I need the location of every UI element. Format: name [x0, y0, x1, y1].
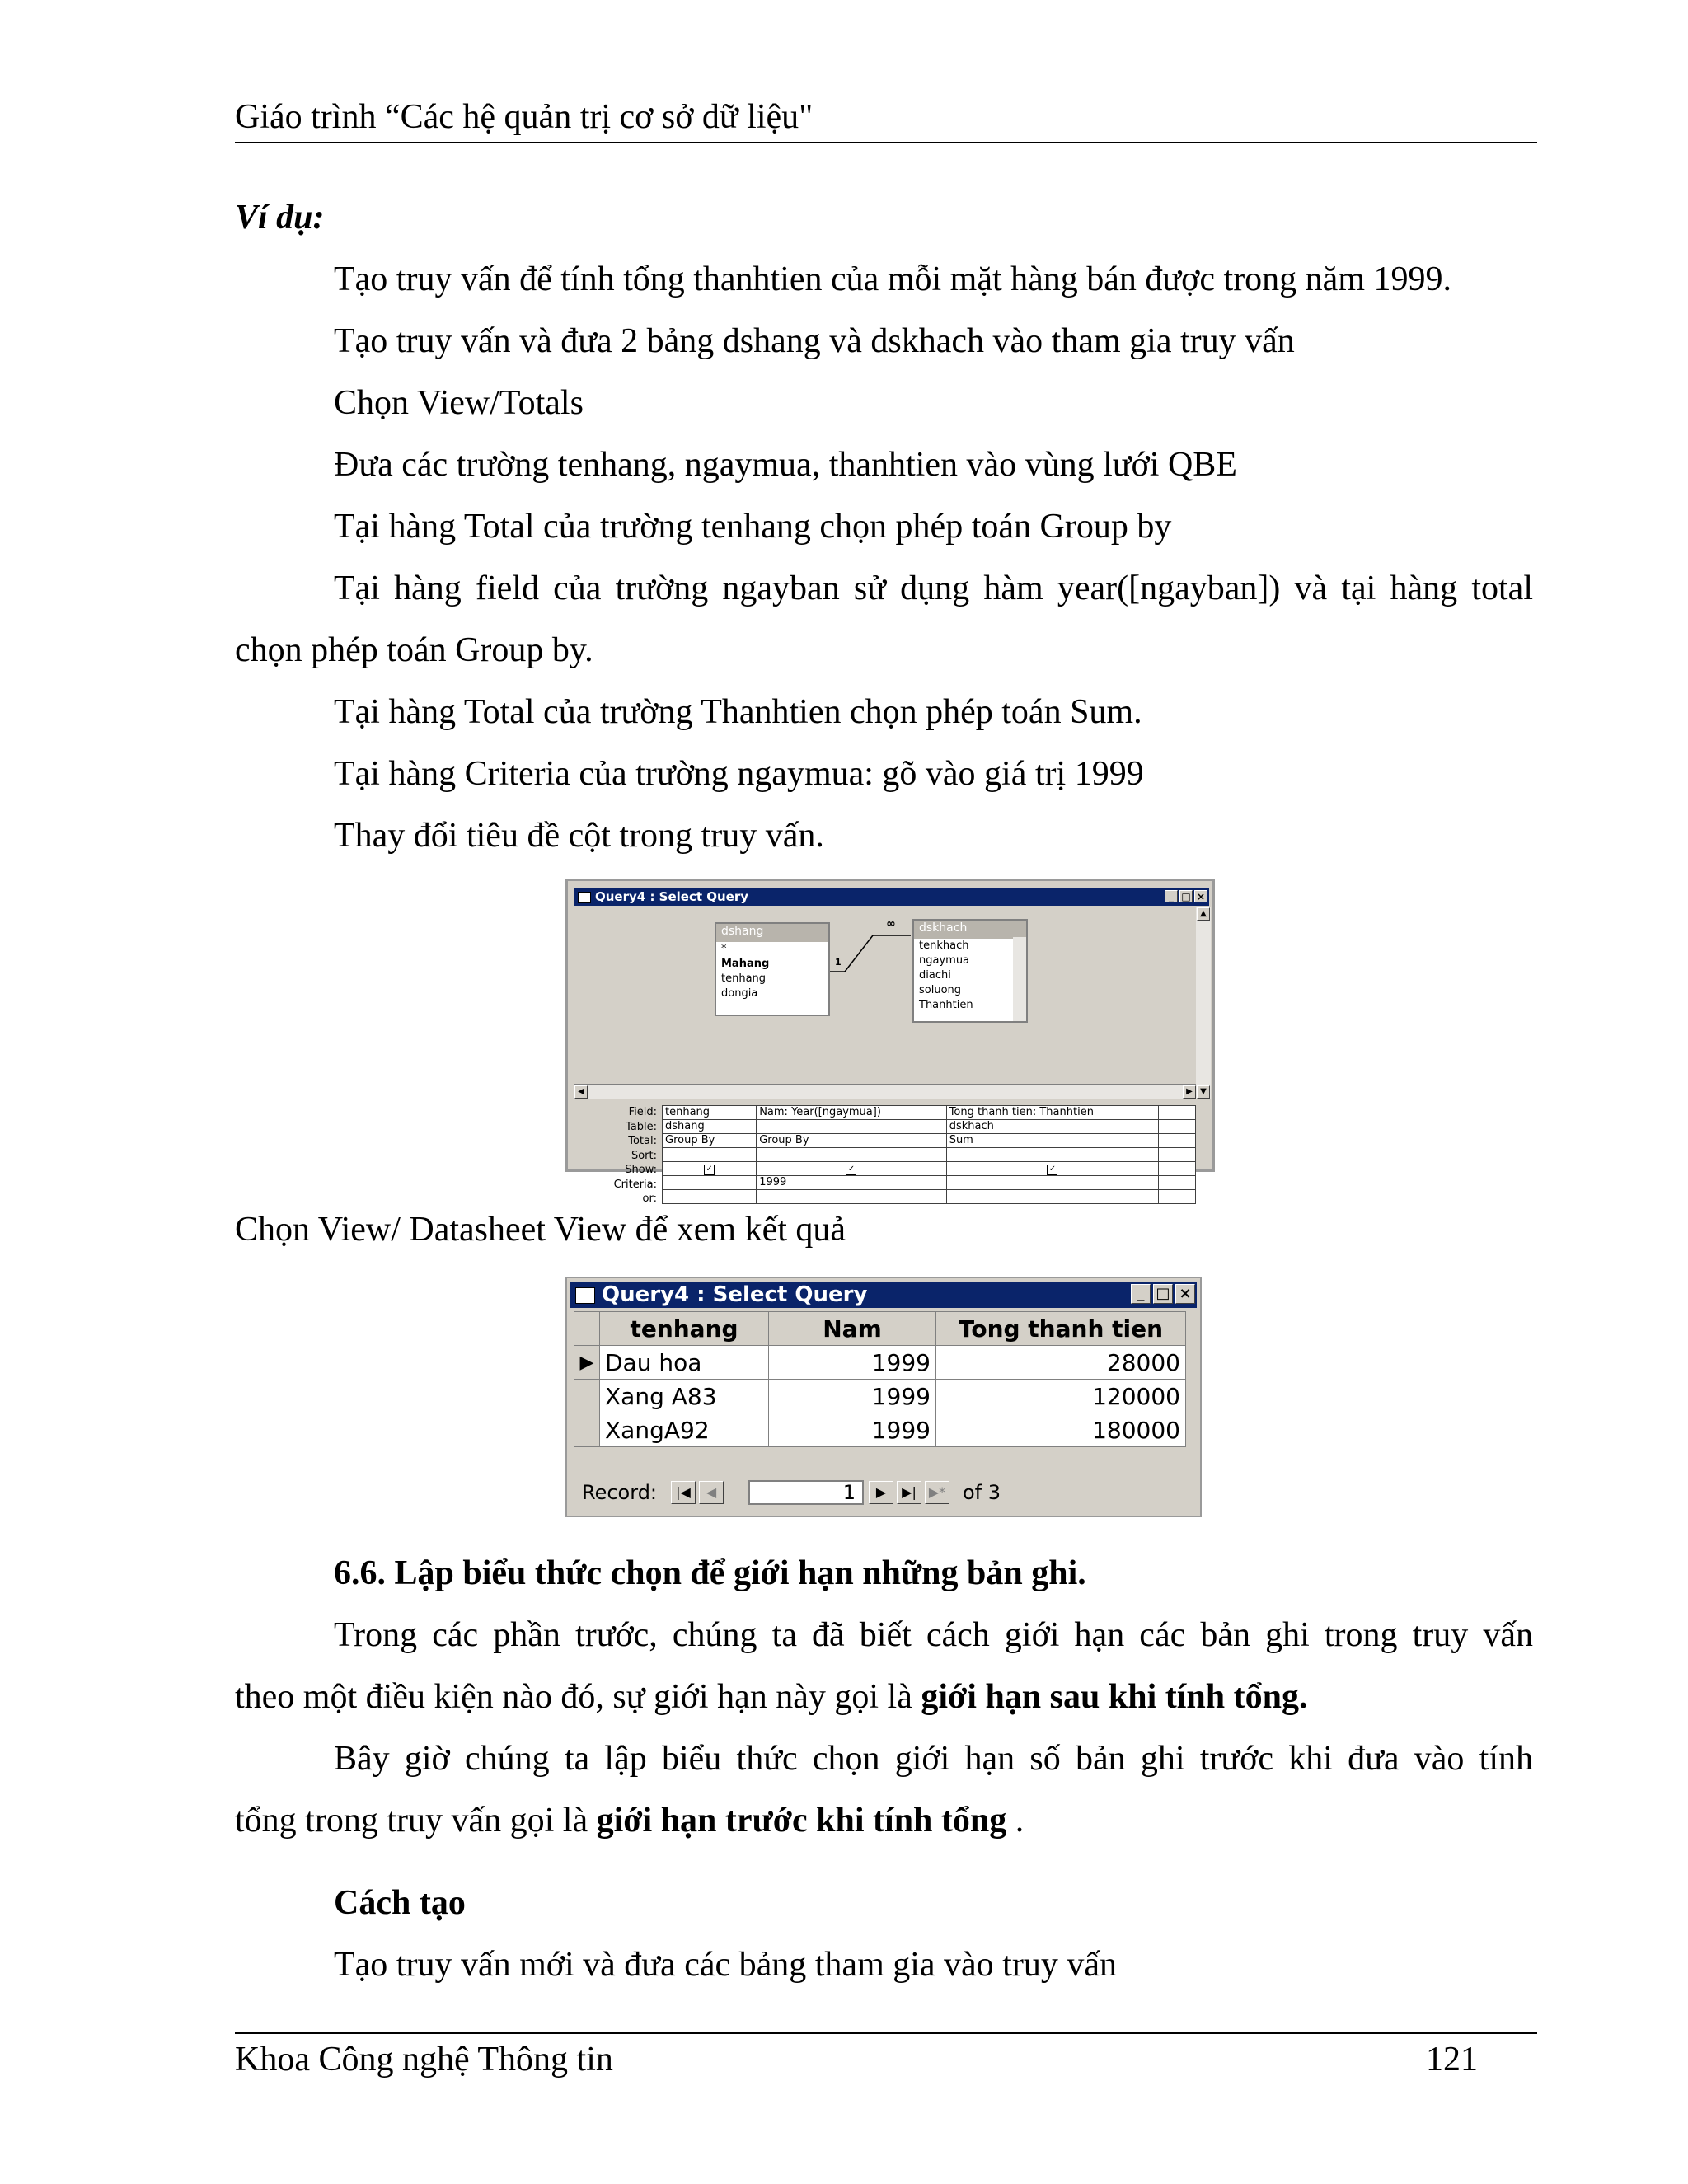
scroll-up-icon[interactable]: ▲ [1197, 907, 1210, 921]
paragraph-line-justified: Trong các phần trước, chúng ta đã biết cách giới hạn các bản ghi trong truy vấn [334, 1616, 1533, 1654]
previous-record-icon[interactable]: ◀ [699, 1481, 724, 1504]
table-row [574, 1346, 1186, 1380]
text-line: Chọn View/Totals [334, 384, 584, 422]
table-field[interactable]: tenkhach [919, 940, 969, 952]
column-header[interactable]: tenhang [600, 1312, 769, 1346]
page-number: 121 [1426, 2041, 1478, 2079]
scroll-left-icon[interactable]: ◀ [574, 1085, 588, 1099]
query-window-icon [575, 1287, 595, 1304]
text-line: Tạo truy vấn để tính tổng thanhtien của mỗi mặt hàng bán được trong năm 1999. [334, 260, 1451, 298]
cell-tenhang[interactable]: Dau hoa [600, 1346, 769, 1380]
table-pane [574, 907, 1196, 1082]
qbe-cell-empty[interactable] [1159, 1162, 1196, 1176]
cell-tong-thanh-tien[interactable]: 28000 [936, 1346, 1186, 1380]
qbe-table [662, 1105, 1196, 1204]
qbe-cell-field[interactable]: tenhang [663, 1106, 757, 1120]
upper-horizontal-scrollbar[interactable] [574, 1084, 1196, 1099]
cell-nam[interactable]: 1999 [769, 1380, 936, 1413]
qbe-cell-criteria[interactable] [663, 1176, 757, 1190]
qbe-cell-field[interactable]: Nam: Year([ngaymua]) [757, 1106, 946, 1120]
text-line: Thay đổi tiêu đề cột trong truy vấn. [334, 817, 824, 855]
qbe-cell-show[interactable] [663, 1162, 757, 1176]
qbe-cell-empty[interactable] [1159, 1134, 1196, 1148]
qbe-cell-table[interactable]: dskhach [946, 1120, 1159, 1134]
record-navigation-bar [574, 1476, 1197, 1509]
cell-nam[interactable]: 1999 [769, 1413, 936, 1447]
qbe-cell-empty[interactable] [1159, 1190, 1196, 1204]
qbe-cell-sort[interactable] [946, 1148, 1159, 1162]
row-label: Table: [626, 1120, 657, 1133]
text-line: chọn phép toán Group by. [235, 631, 593, 669]
header-rule [235, 142, 1537, 143]
column-header[interactable]: Tong thanh tien [936, 1312, 1186, 1346]
new-record-icon[interactable]: ▶* [925, 1481, 950, 1504]
text-line: Tạo truy vấn mới và đưa các bảng tham gia vào truy vấn [334, 1946, 1117, 1984]
table-field[interactable]: soluong [919, 984, 962, 996]
query-window-icon [578, 892, 591, 903]
last-record-icon[interactable]: ▶| [897, 1481, 921, 1504]
current-record-arrow-icon[interactable]: ▶ [574, 1346, 600, 1380]
record-count-label: of 3 [963, 1481, 1001, 1504]
query-design-title: Query4 : Select Query [595, 889, 749, 904]
table-field[interactable]: ngaymua [919, 954, 970, 967]
show-checkbox-checked-icon[interactable]: ✓ [1047, 1165, 1057, 1175]
scroll-down-icon[interactable]: ▼ [1197, 1085, 1210, 1099]
cell-tenhang[interactable]: XangA92 [600, 1413, 769, 1447]
qbe-cell-total[interactable]: Sum [946, 1134, 1159, 1148]
table-field[interactable]: dongia [721, 987, 758, 1000]
close-button[interactable]: × [1175, 1284, 1195, 1304]
table-box-title: dskhach [914, 921, 1026, 939]
datasheet-window [565, 1277, 1202, 1517]
qbe-cell-show[interactable] [946, 1162, 1159, 1176]
qbe-row-labels [574, 1105, 657, 1207]
row-label: Field: [628, 1106, 657, 1118]
table-box-dshang[interactable] [715, 922, 830, 1016]
relationship-line [830, 924, 912, 982]
cell-tong-thanh-tien[interactable]: 180000 [936, 1413, 1186, 1447]
row-label: or: [642, 1193, 657, 1205]
text-line: Tại hàng Criteria của trường ngaymua: gõ vào giá trị 1999 [334, 755, 1144, 793]
table-row [574, 1413, 1186, 1447]
datasheet-caption: Chọn View/ Datasheet View để xem kết quả [235, 1211, 846, 1249]
show-checkbox-checked-icon[interactable]: ✓ [846, 1165, 856, 1175]
paragraph-line [235, 1677, 1307, 1717]
qbe-cell-sort[interactable] [663, 1148, 757, 1162]
next-record-icon[interactable]: ▶ [869, 1481, 893, 1504]
footer-rule [235, 2032, 1537, 2034]
table-box-scrollbar[interactable] [1013, 937, 1026, 1021]
table-row [574, 1380, 1186, 1413]
datasheet-titlebar [570, 1282, 1197, 1308]
text-line-justified: Tại hàng field của trường ngayban sử dụng hàm year([ngayban]) và tại hàng total [334, 569, 1533, 607]
datasheet-table [574, 1311, 1186, 1447]
subsection-heading: Cách tạo [334, 1884, 466, 1922]
cell-nam[interactable]: 1999 [769, 1346, 936, 1380]
section-title: 6.6. Lập biểu thức chọn để giới hạn những bản ghi. [334, 1554, 1086, 1592]
current-record-input[interactable]: 1 [748, 1480, 864, 1505]
paragraph-line [235, 1801, 1024, 1840]
cell-tenhang[interactable]: Xang A83 [600, 1380, 769, 1413]
join-one-label: 1 [835, 957, 842, 968]
table-field[interactable]: Thanhtien [919, 999, 973, 1011]
upper-vertical-scrollbar[interactable] [1196, 907, 1211, 1099]
table-field[interactable]: tenhang [721, 972, 767, 985]
column-header[interactable]: Nam [769, 1312, 936, 1346]
close-button[interactable]: × [1194, 890, 1207, 902]
table-field-key[interactable]: Mahang [721, 958, 770, 970]
query-design-titlebar [574, 888, 1209, 906]
row-selector[interactable] [574, 1413, 600, 1447]
qbe-cell-or[interactable] [663, 1190, 757, 1204]
paragraph-line-justified: Bây giờ chúng ta lập biểu thức chọn giới hạn số bản ghi trước khi đưa vào tính [334, 1740, 1533, 1778]
qbe-cell-criteria[interactable]: 1999 [757, 1176, 946, 1190]
qbe-cell-empty[interactable] [1159, 1148, 1196, 1162]
query-design-window [565, 879, 1215, 1205]
paragraph-text: theo một điều kiện nào đó, sự giới hạn này gọi là [235, 1678, 921, 1716]
qbe-cell-empty[interactable] [1159, 1106, 1196, 1120]
qbe-cell-criteria[interactable] [946, 1176, 1159, 1190]
qbe-cell-or[interactable] [757, 1190, 946, 1204]
footer-left: Khoa Công nghệ Thông tin [235, 2041, 613, 2079]
bold-term: giới hạn trước khi tính tổng [596, 1802, 1007, 1840]
table-box-title: dshang [716, 924, 828, 942]
paragraph-text: tổng trong truy vấn gọi là [235, 1802, 597, 1840]
qbe-cell-show[interactable] [757, 1162, 946, 1176]
bold-term: giới hạn sau khi tính tổng. [921, 1678, 1308, 1716]
qbe-cell-sort[interactable] [757, 1148, 946, 1162]
table-field[interactable]: diachi [919, 969, 951, 982]
row-label: Total: [628, 1135, 657, 1147]
qbe-cell-total[interactable]: Group By [663, 1134, 757, 1148]
qbe-cell-total[interactable]: Group By [757, 1134, 946, 1148]
paragraph-text: . [1006, 1802, 1025, 1840]
table-box-dskhach[interactable] [912, 919, 1028, 1023]
first-record-icon[interactable]: |◀ [671, 1481, 696, 1504]
maximize-button[interactable]: □ [1153, 1284, 1173, 1304]
row-label: Sort: [631, 1149, 657, 1162]
text-line: Đưa các trường tenhang, ngaymua, thanhtien vào vùng lưới QBE [334, 446, 1237, 484]
qbe-cell-empty[interactable] [1159, 1176, 1196, 1190]
row-label: Criteria: [613, 1178, 657, 1191]
qbe-cell-empty[interactable] [1159, 1120, 1196, 1134]
cell-tong-thanh-tien[interactable]: 120000 [936, 1380, 1186, 1413]
page-header-title: Giáo trình “Các hệ quản trị cơ sở dữ liệu" [235, 98, 814, 136]
row-label: Show: [625, 1164, 657, 1176]
text-line: Tại hàng Total của trường Thanhtien chọn phép toán Sum. [334, 693, 1142, 731]
text-line: Tại hàng Total của trường tenhang chọn phép toán Group by [334, 508, 1172, 546]
qbe-grid [574, 1104, 1196, 1205]
datasheet-title: Query4 : Select Query [602, 1282, 868, 1307]
example-heading: Ví dụ: [235, 199, 325, 237]
text-line: Tạo truy vấn và đưa 2 bảng dshang và dskhach vào tham gia truy vấn [334, 322, 1295, 360]
minimize-button[interactable]: _ [1131, 1284, 1151, 1304]
show-checkbox-checked-icon[interactable]: ✓ [704, 1165, 715, 1175]
table-field[interactable]: * [721, 943, 727, 955]
qbe-cell-table[interactable]: dshang [663, 1120, 757, 1134]
scroll-right-icon[interactable]: ▶ [1183, 1085, 1196, 1099]
qbe-cell-table[interactable] [757, 1120, 946, 1134]
maximize-button[interactable]: □ [1179, 890, 1193, 902]
row-selector-header[interactable] [574, 1312, 600, 1346]
record-label: Record: [582, 1481, 658, 1504]
qbe-cell-field[interactable]: Tong thanh tien: Thanhtien [946, 1106, 1159, 1120]
row-selector[interactable] [574, 1380, 600, 1413]
minimize-button[interactable]: _ [1165, 890, 1178, 902]
join-many-label: ∞ [886, 917, 896, 930]
qbe-cell-or[interactable] [946, 1190, 1159, 1204]
